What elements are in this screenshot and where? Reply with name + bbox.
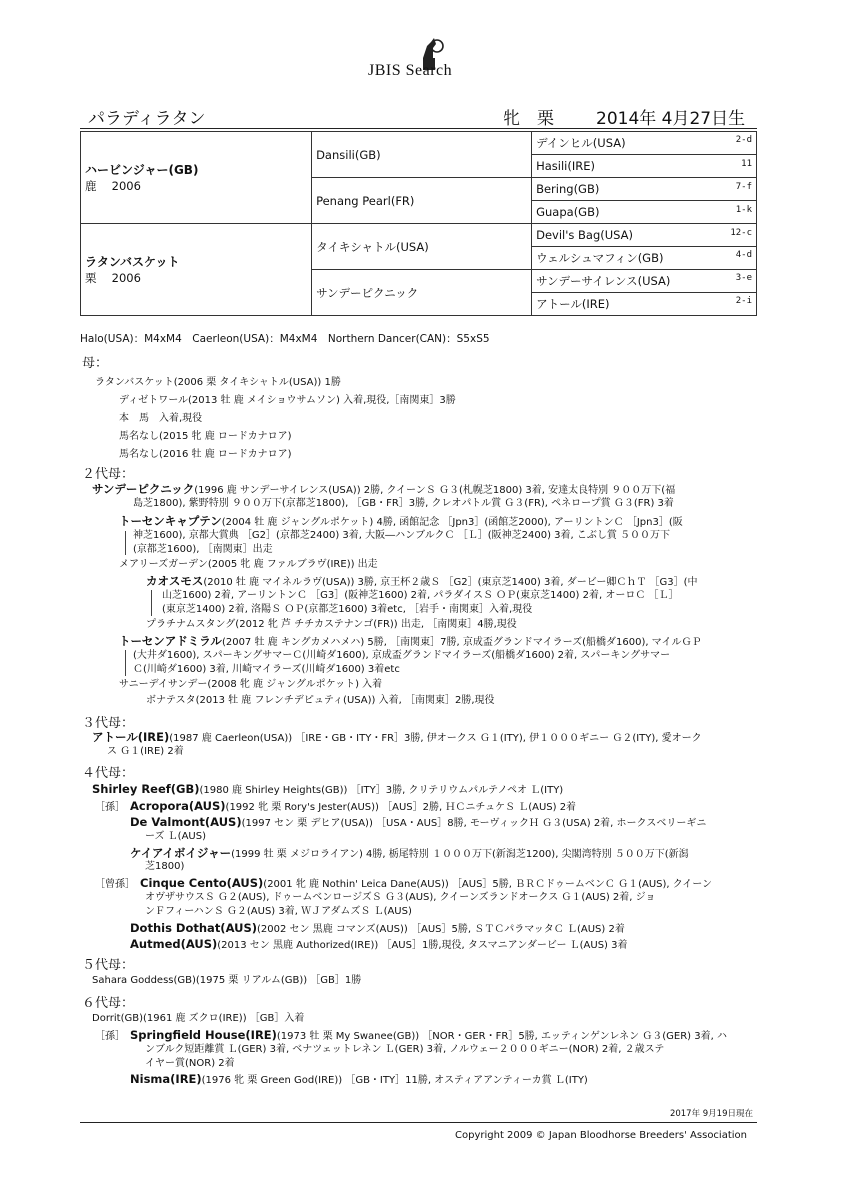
family-line: [119, 514, 683, 530]
logo-text: JBIS Search: [368, 62, 453, 79]
text-span: アトール(IRE): [92, 730, 170, 744]
family-line: 神芝1600), 京都大賞典 ［G2］(京都芝2400) 3着, 大阪―ハンブルクＣ ［Ｌ］(阪神芝2400) 3着, こぶし賞 ５００万下: [133, 530, 671, 541]
family-line: Ｃ(川崎ダ1600) 3着, 川崎マイラーズ(川崎ダ1600) 3着etc: [133, 664, 400, 675]
text-span: (2007 牡 鹿 キングカメハメハ) 5勝, ［南関東］7勝, 京成盃グランドマイラーズ(船橋ダ1600), マイルＧＰ: [221, 637, 702, 648]
tree-line: [125, 531, 126, 555]
tree-line: [125, 650, 126, 676]
text-span: ［孫］: [95, 1031, 120, 1042]
gen3-cell: 2-i アトール(IRE): [532, 293, 757, 316]
dam-dam-cell: サンデーピクニック: [312, 270, 532, 316]
birth-date: 2014年 4月27日生: [596, 109, 746, 129]
horse-name: パラディラタン: [88, 109, 206, 129]
text-span: (2013 セン 黒鹿 Authorized(IRE)) ［AUS］1勝,現役, タスマニアンダービー Ｌ(AUS) 3着: [217, 940, 628, 951]
family-line: メアリーズガーデン(2005 牝 鹿 ファルブラヴ(IRE)) 出走: [119, 559, 378, 570]
pedigree-table: [80, 131, 757, 316]
family-line: [92, 782, 563, 798]
family-line: [130, 937, 628, 953]
family-line: ンＦフィーハンＳ Ｇ２(AUS) 3着, ＷＪアダムズＳ Ｌ(AUS): [145, 906, 412, 917]
family-line: [95, 876, 712, 892]
text-span: サンデーピクニック: [92, 482, 195, 496]
text-span: トーセンキャプテン: [119, 514, 222, 528]
copyright: Copyright 2009 © Japan Bloodhorse Breeders' Association: [455, 1130, 747, 1141]
dam-color-year: 栗 2006: [85, 271, 141, 285]
family-line: (京都芝1600), ［南関東］出走: [133, 544, 273, 555]
inbreeding-line: Halo(USA)：M4xM4 Caerleon(USA)：M4xM4 Northern Dancer(CAN)：S5xS5: [80, 333, 490, 345]
sire-cell: [81, 132, 312, 224]
family-line: 山芝1600) 2着, アーリントンＣ ［G3］(阪神芝1600) 2着, パラダイスＳ ＯＰ(東京芝1400) 2着, オーロＣ ［Ｌ］: [162, 590, 679, 601]
section-g5: ５代母：: [82, 958, 135, 973]
text-span: (1980 鹿 Shirley Heights(GB)) ［ITY］3勝, クリテリウムパルテノペオ Ｌ(ITY): [199, 785, 564, 796]
family-line: [130, 846, 689, 862]
text-span: Springfield House(IRE): [130, 1028, 277, 1042]
family-line: [92, 482, 675, 498]
family-line: オヴザサウスＳ Ｇ２(AUS), ドゥームベンロージズＳ Ｇ３(AUS), クイーンズランドオークス Ｇ１(AUS) 2着, ジョ: [145, 892, 656, 903]
sire-sire-cell: Dansili(GB): [312, 132, 532, 178]
gen3-cell: 11 Hasili(IRE): [532, 155, 757, 178]
sex-color: 牝 栗: [503, 109, 554, 129]
family-line: Dorrit(GB)(1961 鹿 ズクロ(IRE)) ［GB］入着: [92, 1013, 305, 1024]
sire-color-year: 鹿 2006: [85, 179, 141, 193]
family-line: ディゼトワール(2013 牡 鹿 メイショウサムソン) 入着,現役,［南関東］3勝: [119, 395, 456, 406]
text-span: Autmed(AUS): [130, 937, 218, 951]
family-line: ーズ Ｌ(AUS): [145, 831, 206, 842]
section-g3: ３代母：: [82, 716, 135, 731]
family-line: [130, 815, 706, 831]
text-span: (1996 鹿 サンデーサイレンス(USA)) 2勝, クイーンＳ Ｇ３(札幌芝1800) 3着, 安達太良特別 ９００万下(福: [194, 485, 676, 496]
family-line: [146, 574, 698, 590]
family-line: 芝1800): [145, 861, 185, 872]
jbis-logo: [360, 30, 500, 85]
family-line: 本 馬 入着,現役: [119, 413, 203, 424]
text-span: ［曾孫］: [95, 879, 130, 890]
gen3-cell: 7-f Bering(GB): [532, 178, 757, 201]
family-line: [95, 799, 576, 815]
family-line: プラチナムスタング(2012 牝 芦 チチカステナンゴ(FR)) 出走, ［南関東］4勝,現役: [146, 619, 517, 630]
text-span: ［孫］: [95, 802, 120, 813]
sire-dam-cell: Penang Pearl(FR): [312, 178, 532, 224]
text-span: (2002 セン 黒鹿 コマンズ(AUS)) ［AUS］5勝, ＳＴＣパラマッタＣ Ｌ(AUS) 2着: [257, 924, 625, 935]
text-span: (1973 牡 栗 My Swanee(GB)) ［NOR・GER・FR］5勝, エッティンゲンレネン Ｇ３(GER) 3着, ハ: [276, 1031, 727, 1042]
text-span: De Valmont(AUS): [130, 815, 242, 829]
tree-line: [151, 590, 152, 616]
family-line: ラタンバスケット(2006 栗 タイキシャトル(USA)) 1勝: [95, 377, 341, 388]
text-span: (1997 セン 栗 デヒア(USA)) ［USA・AUS］8勝, モーヴィックＨ Ｇ３(USA) 2着, ホークスベリーギニ: [241, 818, 707, 829]
text-span: (2004 牡 鹿 ジャングルポケット) 4勝, 函館記念 ［Jpn3］(函館芝2000), アーリントンＣ ［Jpn3］(阪: [221, 517, 683, 528]
family-line: Sahara Goddess(GB)(1975 栗 リアルム(GB)) ［GB］1勝: [92, 975, 362, 986]
text-span: (2001 牝 鹿 Nothin' Leica Dane(AUS)) ［AUS］5勝, ＢＲＣドゥームベンＣ Ｇ１(AUS), クイーン: [263, 879, 713, 890]
dam-cell: [81, 224, 312, 316]
gen3-cell: 12-c Devil's Bag(USA): [532, 224, 757, 247]
sire-name: ハービンジャー(GB): [85, 163, 199, 177]
text-span: Acropora(AUS): [130, 799, 226, 813]
text-span: カオスモス: [146, 574, 204, 588]
text-span: トーセンアドミラル: [119, 634, 222, 648]
text-span: (2010 牡 鹿 マイネルラヴ(USA)) 3勝, 京王杯２歳Ｓ ［G2］(東京芝1400) 3着, ダービー卿ＣｈＴ ［G3］(中: [203, 577, 698, 588]
family-line: ンブルク短距離賞 Ｌ(GER) 3着, ベナツェットレネン Ｌ(GER) 3着, ノルウェー２０００ギニー(NOR) 2着, ２歳ステ: [145, 1044, 665, 1055]
family-line: [130, 1072, 588, 1088]
family-line: [119, 634, 702, 650]
family-line: [92, 730, 702, 746]
text-span: Cinque Cento(AUS): [140, 876, 264, 890]
section-g6: ６代母：: [82, 996, 135, 1011]
text-span: Shirley Reef(GB): [92, 782, 200, 796]
text-span: (1987 鹿 Caerleon(USA)) ［IRE・GB・ITY・FR］3勝, 伊オークス Ｇ１(ITY), 伊１０００ギニー Ｇ２(ITY), 愛オーク: [169, 733, 702, 744]
family-line: (東京芝1400) 2着, 洛陽Ｓ ＯＰ(京都芝1600) 3着etc, ［岩手・南関東］入着,現役: [162, 604, 533, 615]
family-line: 島芝1800), 紫野特別 ９００万下(京都芝1800), ［GB・FR］3勝, クレオパトル賞 Ｇ３(FR), ペネロープ賞 Ｇ３(FR) 3着: [133, 498, 674, 509]
text-span: Dothis Dothat(AUS): [130, 921, 257, 935]
family-line: ボナテスタ(2013 牡 鹿 フレンチデピュティ(USA)) 入着, ［南関東］2勝,現役: [146, 695, 495, 706]
gen3-cell: 2-d デインヒル(USA): [532, 132, 757, 155]
as-of-date: 2017年 9月19日現在: [669, 1109, 753, 1119]
family-line: [95, 1028, 727, 1044]
footer-rule: [80, 1122, 757, 1123]
text-span: ケイアイボイジャー: [130, 846, 232, 860]
gen3-cell: 1-k Guapa(GB): [532, 201, 757, 224]
family-line: ス Ｇ１(IRE) 2着: [107, 746, 184, 757]
family-line: イヤー賞(NOR) 2着: [145, 1058, 235, 1069]
family-line: [130, 921, 625, 937]
family-line: サニーデイサンデー(2008 牝 鹿 ジャングルポケット) 入着: [119, 679, 383, 690]
dam-name: ラタンバスケット: [85, 255, 180, 269]
section-g2: ２代母：: [82, 467, 135, 482]
family-line: 馬名なし(2015 牝 鹿 ロードカナロア): [119, 431, 292, 442]
gen3-cell: 4-d ウェルシュマフィン(GB): [532, 247, 757, 270]
gen3-cell: 3-e サンデーサイレンス(USA): [532, 270, 757, 293]
family-line: 馬名なし(2016 牡 鹿 ロードカナロア): [119, 449, 292, 460]
text-span: (1999 牡 栗 メジロライアン) 4勝, 栃尾特別 １０００万下(新潟芝1200), 尖閣湾特別 ５００万下(新潟: [231, 849, 689, 860]
section-dam: 母：: [82, 356, 109, 371]
section-g4: ４代母：: [82, 766, 135, 781]
title-rule: [80, 128, 757, 129]
text-span: (1992 牝 栗 Rory's Jester(AUS)) ［AUS］2勝, ＨＣニチュケＳ Ｌ(AUS) 2着: [225, 802, 577, 813]
text-span: Nisma(IRE): [130, 1072, 202, 1086]
text-span: (1976 牝 栗 Green God(IRE)) ［GB・ITY］11勝, オスティアアンティーカ賞 Ｌ(ITY): [201, 1075, 588, 1086]
dam-sire-cell: タイキシャトル(USA): [312, 224, 532, 270]
family-line: (大井ダ1600), スパーキングサマーＣ(川崎ダ1600), 京成盃グランドマイラーズ(船橋ダ1600) 2着, スパーキングサマー: [133, 650, 671, 661]
